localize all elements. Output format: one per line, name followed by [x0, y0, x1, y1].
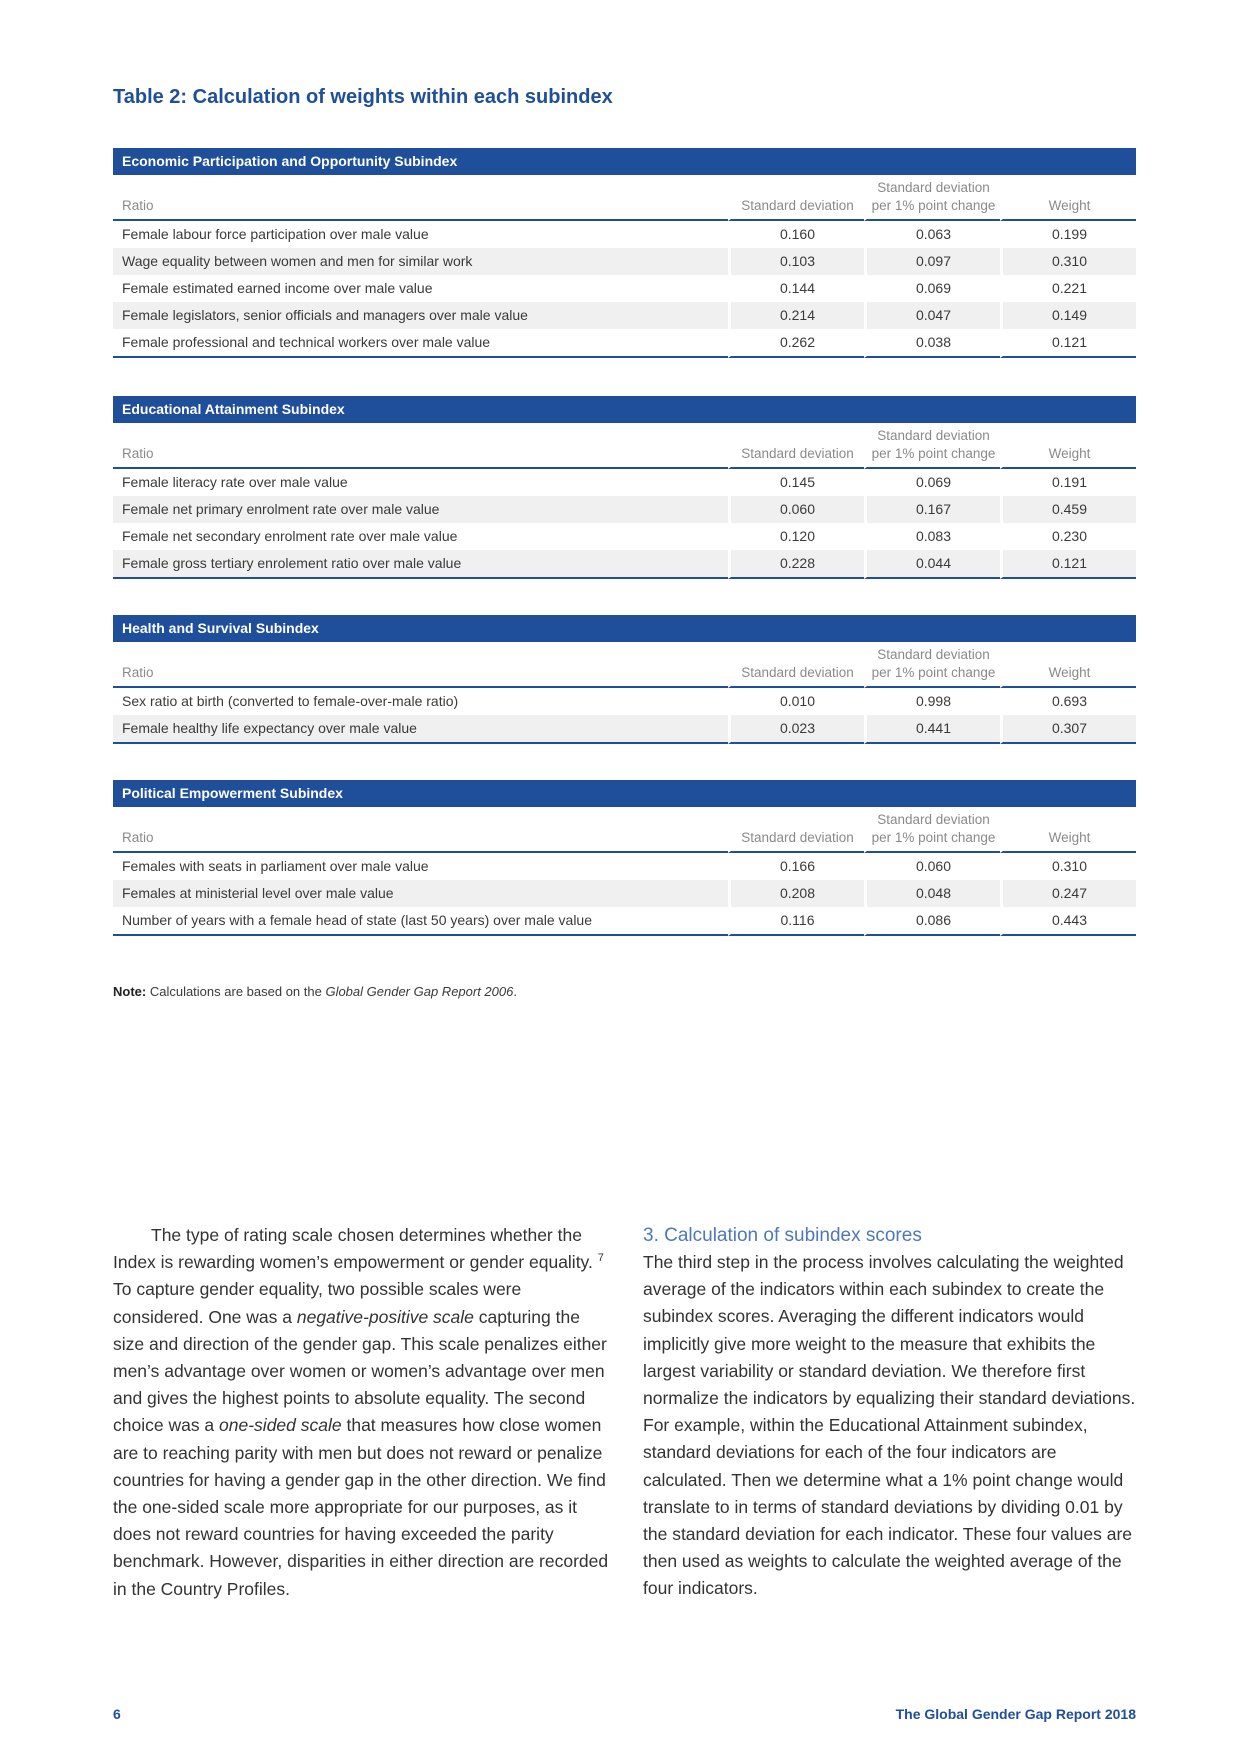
ratio-cell: Female literacy rate over male value [122, 474, 348, 490]
sd-cell: 0.023 [728, 715, 864, 744]
col-header-per-point: Standard deviation per 1% point change [864, 175, 1000, 221]
col-header-sd: Standard deviation [728, 175, 864, 221]
sd-cell: 0.103 [728, 248, 864, 275]
table-row [113, 550, 1136, 579]
table-row [113, 302, 1136, 329]
per-point-cell: 0.097 [864, 248, 1000, 275]
subindex-header: Political Empowerment Subindex [113, 780, 1136, 807]
weight-cell: 0.191 [1000, 469, 1136, 496]
col-header-sd: Standard deviation [728, 642, 864, 688]
section-heading: 3. Calculation of subindex scores [643, 1225, 922, 1246]
table-row [113, 248, 1136, 275]
table-row [113, 853, 1136, 880]
ratio-cell: Female estimated earned income over male value [122, 280, 433, 296]
sd-cell: 0.010 [728, 688, 864, 715]
ratio-cell: Female legislators, senior officials and managers over male value [113, 302, 728, 329]
ratio-cell: Sex ratio at birth (converted to female-over-male ratio) [122, 693, 459, 709]
table-row [113, 496, 1136, 523]
note-end: . [513, 984, 517, 999]
page-title: Table 2: Calculation of weights within each subindex [113, 86, 613, 108]
per-point-cell: 0.086 [864, 907, 1000, 936]
table-row [113, 715, 1136, 744]
subindex-header: Health and Survival Subindex [113, 615, 1136, 642]
ratio-cell: Female labour force participation over male value [122, 226, 429, 242]
sd-cell: 0.144 [728, 275, 864, 302]
per-point-cell: 0.063 [864, 221, 1000, 248]
col-header-per-point: Standard deviation per 1% point change [864, 807, 1000, 853]
per-point-cell: 0.167 [864, 496, 1000, 523]
weight-cell: 0.443 [1000, 907, 1136, 936]
table-row [113, 329, 1136, 358]
weight-cell: 0.693 [1000, 688, 1136, 715]
sd-cell: 0.160 [728, 221, 864, 248]
section-text: The third step in the process involves calculating the weighted average of the indicators within each subindex to create the subindex scores. Averaging the different indicators would implicitly give more weight to the measure that exhibits the largest variability or standard deviation. We therefore first normalize the indicators by equalizing their standard deviations. For example, within the Educational Attainment subindex, standard deviations for each of the four indicators are calculated. Then we determine what a 1% point change would translate to in terms of standard deviations by dividing 0.01 by the standard deviation for each indicator. These four values are then used as weights to calculate the weighted average of the four indicators. [643, 1252, 1136, 1599]
col-header-sd: Standard deviation [728, 807, 864, 853]
table-note [113, 984, 517, 999]
col-header-ratio: Ratio [113, 423, 728, 469]
weights-table [113, 807, 1136, 936]
ratio-cell: Female net primary enrolment rate over male value [113, 496, 728, 523]
weight-cell: 0.230 [1000, 523, 1136, 550]
table-row [113, 275, 1136, 302]
ratio-cell: Female gross tertiary enrolement ratio over male value [113, 550, 728, 579]
ratio-cell: Females at ministerial level over male value [113, 880, 728, 907]
per-point-cell: 0.069 [864, 275, 1000, 302]
sd-cell: 0.145 [728, 469, 864, 496]
ratio-cell: Female professional and technical workers over male value [113, 329, 728, 358]
body-right-column [643, 1222, 1140, 1603]
weights-table [113, 175, 1136, 358]
table-row [113, 469, 1136, 496]
table-header-row [113, 642, 1136, 688]
sd-cell: 0.116 [728, 907, 864, 936]
subindex-political [113, 780, 1136, 936]
weight-cell: 0.221 [1000, 275, 1136, 302]
weight-cell: 0.149 [1000, 302, 1136, 329]
weight-cell: 0.121 [1000, 550, 1136, 579]
note-source: Global Gender Gap Report 2006 [325, 984, 514, 999]
ratio-cell: Number of years with a female head of state (last 50 years) over male value [113, 907, 728, 936]
col-header-per-point: Standard deviation per 1% point change [864, 423, 1000, 469]
per-point-cell: 0.069 [864, 469, 1000, 496]
weights-table [113, 423, 1136, 579]
col-header-ratio: Ratio [113, 642, 728, 688]
weights-table [113, 642, 1136, 744]
table-row [113, 523, 1136, 550]
per-point-cell: 0.038 [864, 329, 1000, 358]
col-header-ratio: Ratio [113, 175, 728, 221]
ratio-cell: Female healthy life expectancy over male value [113, 715, 728, 744]
weight-cell: 0.310 [1000, 853, 1136, 880]
weight-cell: 0.121 [1000, 329, 1136, 358]
subindex-header: Economic Participation and Opportunity Subindex [113, 148, 1136, 175]
sd-cell: 0.214 [728, 302, 864, 329]
subindex-economic [113, 148, 1136, 358]
table-row [113, 880, 1136, 907]
sd-cell: 0.060 [728, 496, 864, 523]
table-row [113, 688, 1136, 715]
per-point-cell: 0.060 [864, 853, 1000, 880]
table-header-row [113, 807, 1136, 853]
weight-cell: 0.459 [1000, 496, 1136, 523]
col-header-ratio: Ratio [113, 807, 728, 853]
body-left-column: The type of rating scale chosen determines whether the Index is rewarding women’s empowerment or gender equality. $^7$ To capture gender equality, two possible scales were considered. One was a negative-positive scale capturing the size and direction of the gender gap. This scale penalizes either men’s advantage over women or women’s advantage over men and gives the highest points to absolute equality. The second choice was a one-sided scale that measures how close women are to reaching parity with men but does not reward or penalize countries for having a gender gap in the other direction. We find the one-sided scale more appropriate for our purposes, as it does not reward countries for having exceeded the parity benchmark. However, disparities in either direction are recorded in the Country Profiles. [113, 1225, 609, 1599]
footnote-ref: 7 [597, 1252, 604, 1265]
per-point-cell: 0.044 [864, 550, 1000, 579]
subindex-health [113, 615, 1136, 744]
per-point-cell: 0.083 [864, 523, 1000, 550]
col-header-weight: Weight [1000, 423, 1136, 469]
weight-cell: 0.310 [1000, 248, 1136, 275]
col-header-weight: Weight [1000, 807, 1136, 853]
note-label: Note: [113, 984, 147, 999]
ratio-cell: Female net secondary enrolment rate over male value [122, 528, 458, 544]
weight-cell: 0.247 [1000, 880, 1136, 907]
col-header-weight: Weight [1000, 175, 1136, 221]
note-text: Calculations are based on the [146, 984, 326, 999]
col-header-weight: Weight [1000, 642, 1136, 688]
weight-cell: 0.307 [1000, 715, 1136, 744]
report-title: The Global Gender Gap Report 2018 [895, 1706, 1136, 1722]
subindex-header: Educational Attainment Subindex [113, 396, 1136, 423]
per-point-cell: 0.047 [864, 302, 1000, 329]
col-header-per-point: Standard deviation per 1% point change [864, 642, 1000, 688]
sd-cell: 0.208 [728, 880, 864, 907]
per-point-cell: 0.048 [864, 880, 1000, 907]
sd-cell: 0.228 [728, 550, 864, 579]
subindex-educational [113, 396, 1136, 579]
table-row [113, 907, 1136, 936]
sd-cell: 0.120 [728, 523, 864, 550]
table-header-row [113, 423, 1136, 469]
col-header-sd: Standard deviation [728, 423, 864, 469]
page-number: 6 [113, 1706, 121, 1722]
ratio-cell: Females with seats in parliament over male value [122, 858, 429, 874]
ratio-cell: Wage equality between women and men for similar work [113, 248, 728, 275]
sd-cell: 0.166 [728, 853, 864, 880]
sd-cell: 0.262 [728, 329, 864, 358]
per-point-cell: 0.441 [864, 715, 1000, 744]
per-point-cell: 0.998 [864, 688, 1000, 715]
table-header-row [113, 175, 1136, 221]
table-row [113, 221, 1136, 248]
weight-cell: 0.199 [1000, 221, 1136, 248]
